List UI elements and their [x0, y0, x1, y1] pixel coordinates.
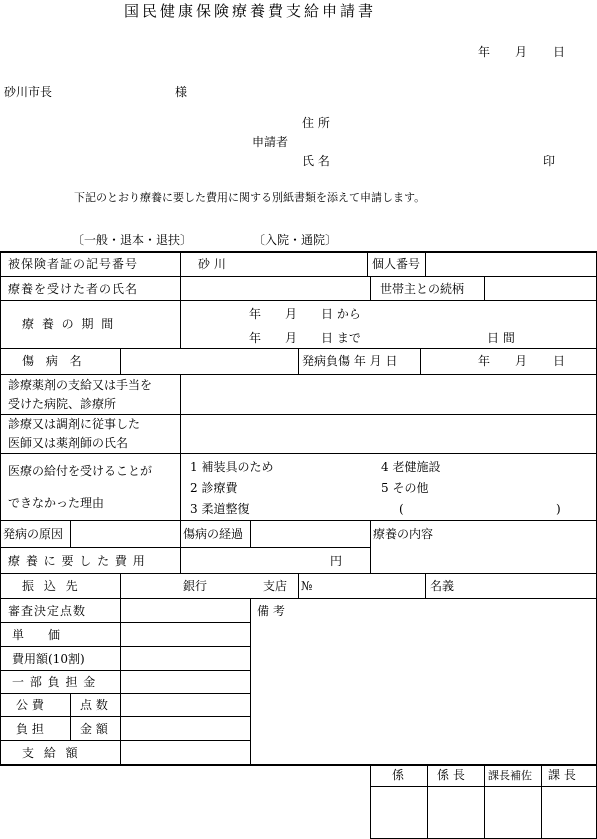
col-line: [425, 573, 426, 598]
cost-amount-field[interactable]: [121, 647, 249, 669]
patient-name-field[interactable]: [181, 277, 369, 299]
seal-label: 印: [543, 154, 556, 168]
period-days: 日 間: [487, 331, 515, 345]
applicant-label: 申請者: [252, 135, 289, 149]
reason-other-field[interactable]: [408, 501, 552, 517]
public-points-field[interactable]: [121, 694, 249, 715]
doctor-field[interactable]: [181, 415, 595, 452]
hospital-label-line2: 受けた病院、診療所: [8, 397, 117, 411]
review-points-field[interactable]: [121, 599, 249, 621]
bank-label: 銀行: [183, 579, 208, 593]
public-label-line1: 公 費: [16, 698, 44, 712]
progress-field[interactable]: [251, 521, 369, 546]
onset-month: 月: [515, 354, 528, 368]
col-line: [70, 693, 71, 740]
onset-label: 発病負傷 年 月 日: [302, 354, 398, 368]
stamp-field-manager[interactable]: [542, 787, 595, 837]
stamp-field-deputy[interactable]: [485, 787, 540, 837]
row-line: [0, 598, 597, 599]
doctor-label-line1: 診療又は調剤に従事した: [8, 417, 141, 431]
disease-field[interactable]: [121, 349, 297, 373]
period-to: 年 月 日 まで: [249, 331, 361, 345]
col-line: [367, 251, 368, 276]
approval-col-clerk: 係: [392, 768, 405, 782]
payment-field[interactable]: [121, 741, 249, 763]
reason-option-3[interactable]: 3 柔道整復: [190, 502, 250, 516]
treatment-field[interactable]: [371, 542, 595, 572]
date-month-label: 月: [515, 45, 528, 59]
remarks-field[interactable]: [251, 620, 595, 763]
document-title: 国民健康保険療養費支給申請書: [124, 2, 377, 20]
account-holder-field[interactable]: [460, 574, 595, 597]
date-day-label: 日: [553, 45, 566, 59]
relation-field[interactable]: [485, 277, 595, 299]
hospital-field[interactable]: [181, 375, 595, 413]
transfer-label: 振 込 先: [22, 579, 81, 593]
cost-amount-label: 費用額(10割): [12, 652, 85, 666]
period-from: 年 月 日 から: [249, 307, 361, 321]
disease-label: 傷 病 名: [22, 354, 86, 368]
reason-label-line2: できなかった理由: [8, 496, 105, 510]
insured-card-value: 砂 川: [198, 257, 226, 271]
stamp-field-chief[interactable]: [428, 787, 483, 837]
period-label: 療 養 の 期 間: [22, 317, 116, 331]
approval-col-chief: 係 長: [437, 768, 465, 782]
personal-number-field[interactable]: [426, 253, 595, 275]
table-left-border: [0, 251, 1, 765]
payment-label: 支 給 額: [22, 746, 81, 760]
account-name-label: 名義: [430, 579, 455, 593]
approval-col-manager: 課 長: [548, 768, 576, 782]
cause-label: 発病の原因: [3, 527, 64, 541]
onset-year: 年: [478, 354, 491, 368]
cost-unit: 円: [330, 554, 343, 568]
review-points-label: 審査決定点数: [8, 604, 87, 618]
reason-label-line1: 医療の給付を受けることが: [8, 464, 153, 478]
branch-name-field[interactable]: [215, 574, 261, 597]
date-year-label: 年: [478, 45, 491, 59]
public-amount-label: 金 額: [80, 722, 108, 736]
reason-option-4[interactable]: 4 老健施設: [381, 460, 441, 474]
patient-name-label: 療養を受けた者の氏名: [8, 282, 139, 296]
category-options: 〔一般・退本・退扶〕: [72, 233, 193, 247]
copay-label: 一 部 負 担 金: [12, 675, 97, 689]
branch-label: 支店: [263, 579, 288, 593]
hospital-label-line1: 診療薬剤の支給又は手当を: [8, 378, 153, 392]
unit-price-field[interactable]: [121, 623, 249, 645]
row-line: [0, 453, 597, 454]
stamp-field-clerk[interactable]: [371, 787, 426, 837]
bank-name-field[interactable]: [121, 574, 181, 597]
account-number-field[interactable]: [318, 574, 424, 597]
table-bottom-border: [0, 764, 597, 766]
reason-option-2[interactable]: 2 診療費: [190, 481, 238, 495]
insured-card-label: 被保険者証の記号番号: [8, 257, 139, 271]
public-label-line2: 負 担: [16, 722, 44, 736]
progress-label: 傷病の経過: [183, 527, 244, 541]
relation-label: 世帯主との続柄: [380, 282, 465, 296]
public-points-label: 点 数: [80, 698, 108, 712]
statement: 下記のとおり療養に要した費用に関する別紙書類を添えて申請します。: [74, 191, 426, 204]
copay-field[interactable]: [121, 671, 249, 692]
public-amount-field[interactable]: [121, 717, 249, 739]
cost-field[interactable]: [181, 548, 326, 572]
reason-other-paren-open: (: [399, 502, 404, 516]
reason-option-1[interactable]: 1 補装具のため: [190, 460, 274, 474]
reason-other-paren-close: ): [556, 502, 561, 516]
col-line: [298, 348, 299, 374]
period-field[interactable]: [181, 301, 595, 347]
addressee-honorific: 様: [175, 85, 188, 99]
unit-price-label: 単 価: [12, 628, 61, 642]
address-label: 住 所: [302, 116, 330, 130]
insured-card-field[interactable]: [181, 253, 366, 275]
remarks-label: 備 考: [257, 604, 285, 618]
account-no-label: №: [301, 579, 313, 593]
reason-option-5[interactable]: 5 その他: [381, 481, 429, 495]
cost-label: 療 養 に 要 し た 費 用: [8, 554, 146, 568]
onset-day: 日: [553, 354, 566, 368]
addressee: 砂川市長: [4, 85, 53, 99]
approval-col-deputy: 課長補佐: [488, 769, 532, 782]
care-type-options: 〔入院・通院〕: [253, 233, 338, 247]
onset-date-field[interactable]: [421, 349, 595, 373]
treatment-label: 療養の内容: [373, 527, 434, 541]
personal-number-label: 個人番号: [372, 257, 421, 271]
cause-field[interactable]: [71, 521, 179, 546]
name-label: 氏 名: [302, 154, 330, 168]
doctor-label-line2: 医師又は薬剤師の氏名: [8, 436, 129, 450]
col-line: [298, 573, 299, 598]
col-line: [370, 276, 371, 300]
